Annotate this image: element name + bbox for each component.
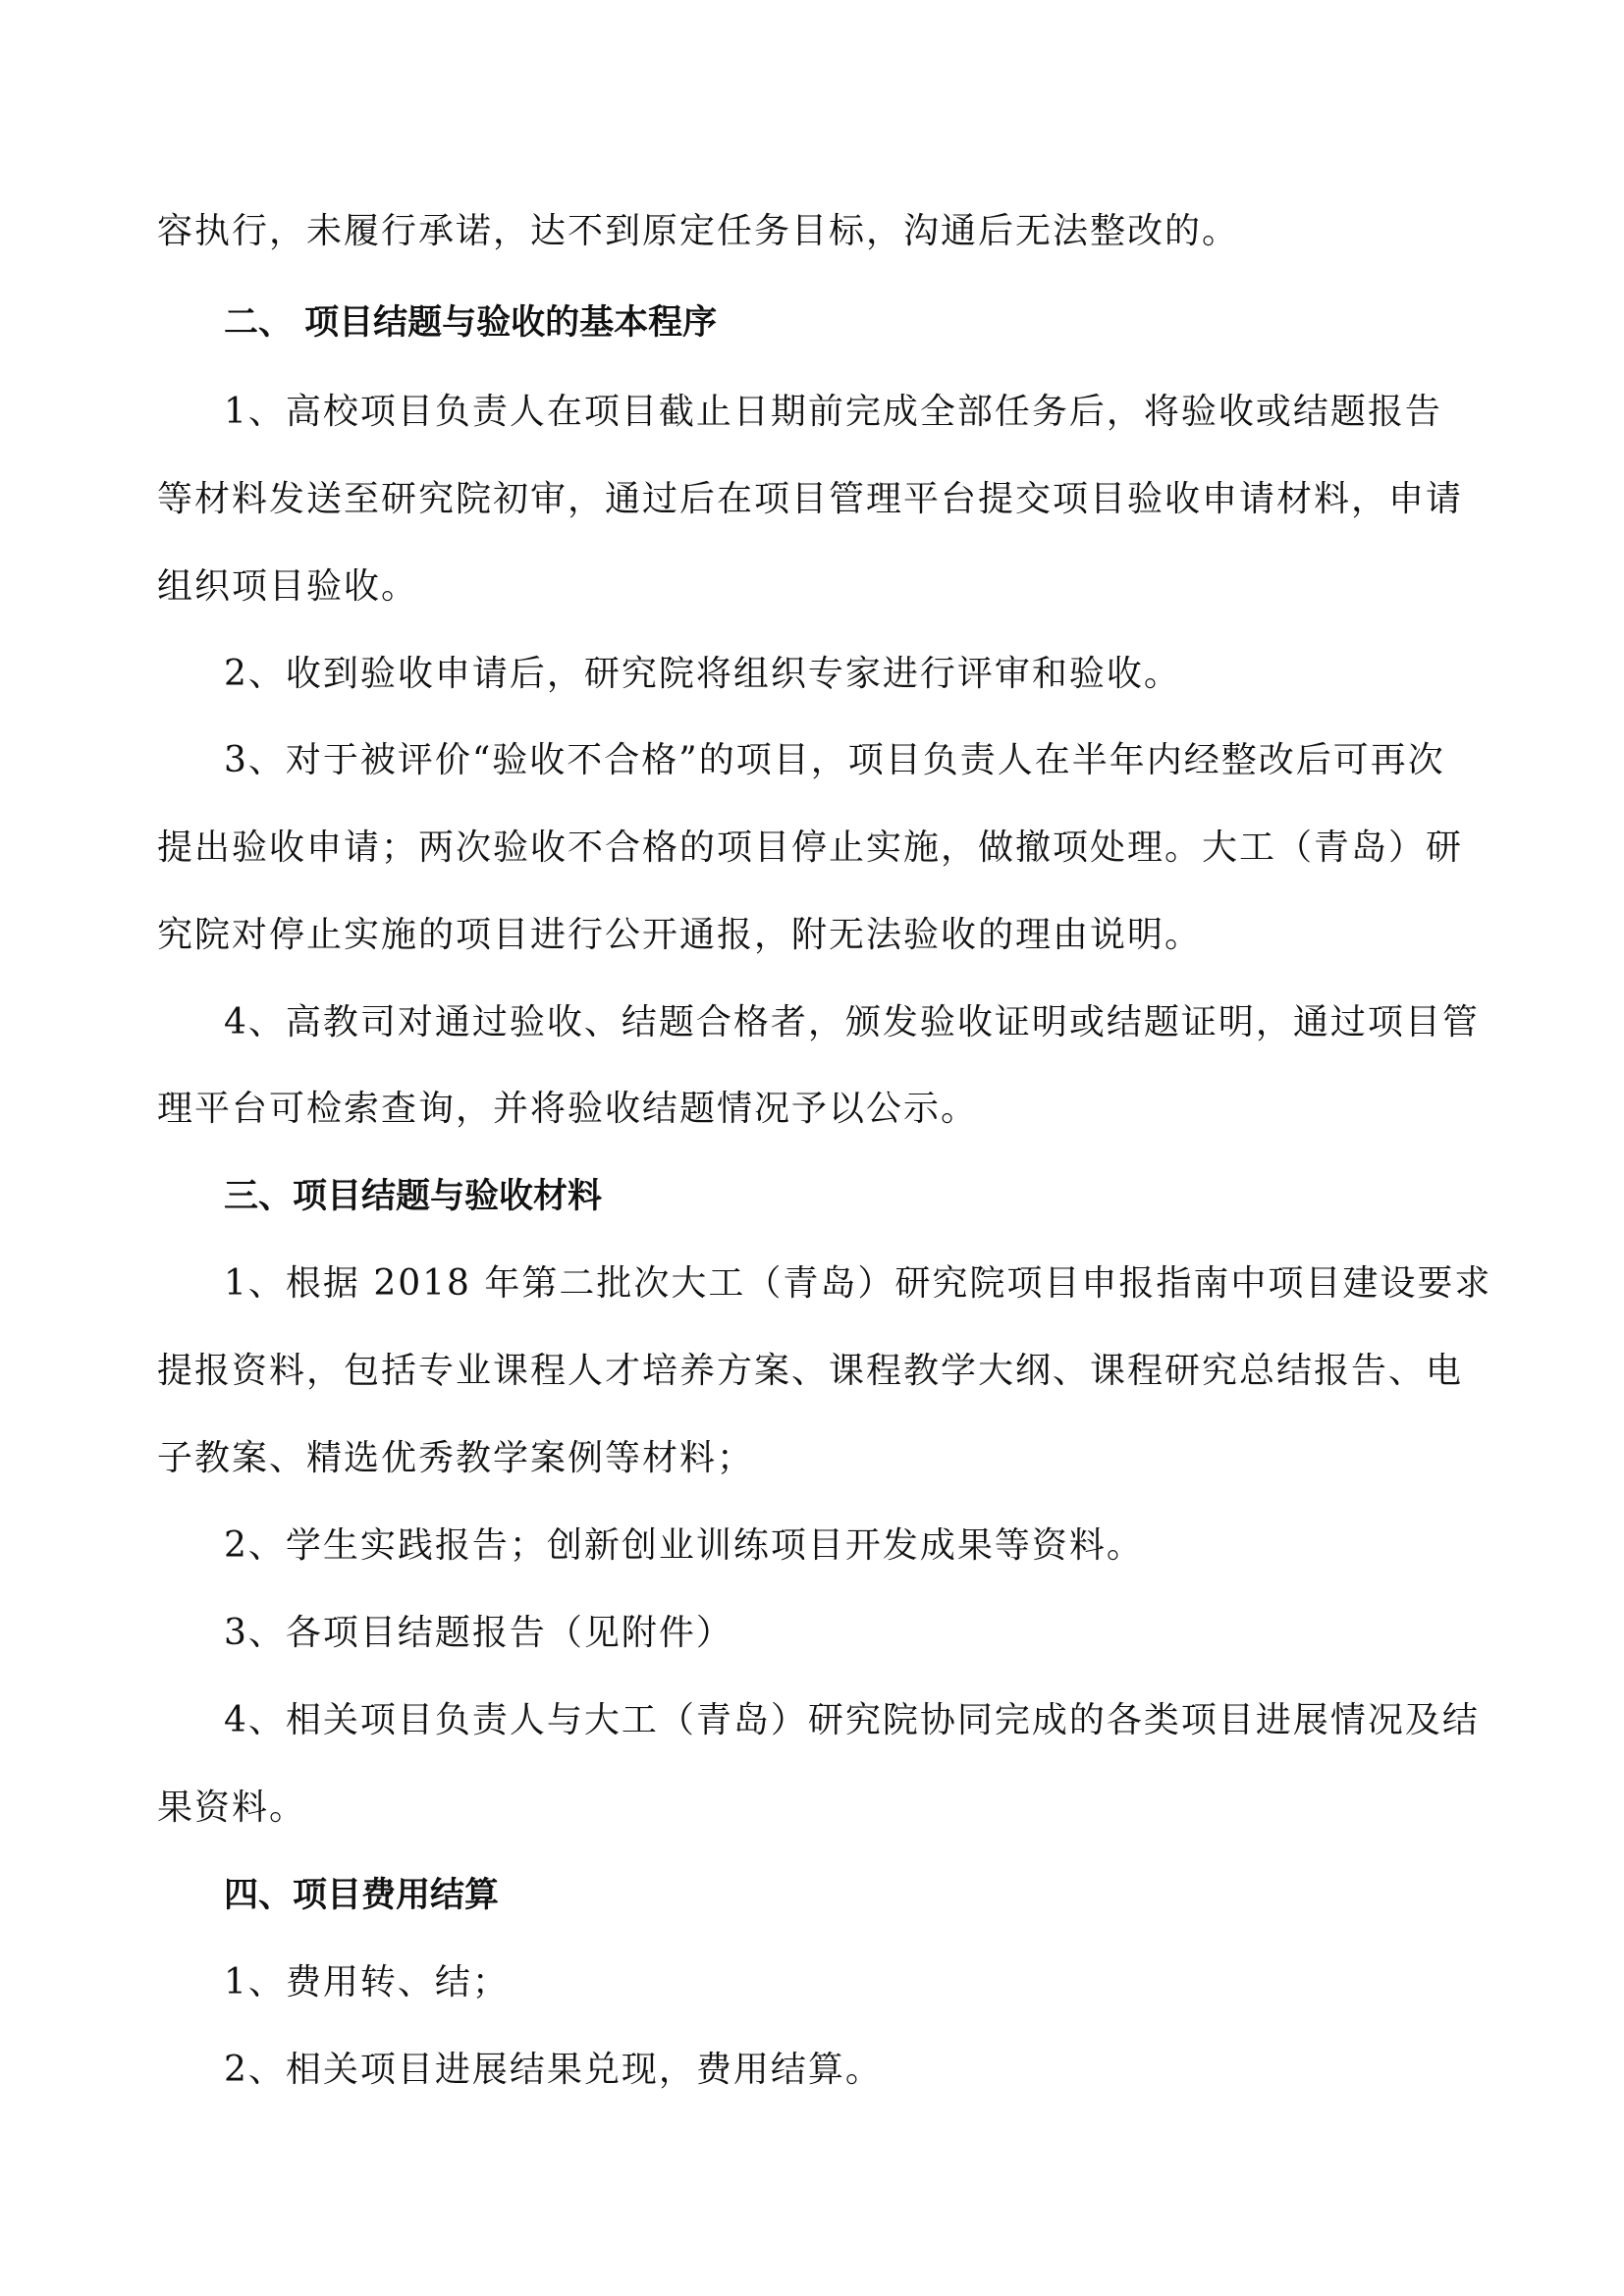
paragraph-line: 究院对停止实施的项目进行公开通报，附无法验收的理由说明。 [157, 915, 1203, 955]
paragraph-line: 3、对于被评价“验收不合格”的项目，项目负责人在半年内经整改后可再次 [224, 740, 1445, 780]
paragraph-line: 容执行，未履行承诺，达不到原定任务目标，沟通后无法整改的。 [157, 211, 1240, 251]
paragraph-line: 组织项目验收。 [157, 566, 419, 607]
paragraph-line: 4、高教司对通过验收、结题合格者，颁发验收证明或结题证明，通过项目管 [224, 1002, 1480, 1042]
paragraph-line: 4、相关项目负责人与大工（青岛）研究院协同完成的各类项目进展情况及结 [224, 1700, 1480, 1740]
paragraph-line: 1、费用转、结； [224, 1962, 510, 2002]
paragraph-line: 果资料。 [157, 1788, 307, 1828]
paragraph-line: 2、收到验收申请后，研究院将组织专家进行评审和验收。 [224, 654, 1181, 694]
paragraph-line: 理平台可检索查询，并将验收结题情况予以公示。 [157, 1089, 979, 1129]
paragraph-line: 1、根据 2018 年第二批次大工（青岛）研究院项目申报指南中项目建设要求 [224, 1263, 1492, 1304]
section-heading: 四、项目费用结算 [224, 1876, 500, 1915]
paragraph-line: 1、高校项目负责人在项目截止日期前完成全部任务后，将验收或结题报告 [224, 392, 1442, 432]
paragraph-line: 3、各项目结题报告（见附件） [224, 1613, 733, 1653]
paragraph-line: 提出验收申请；两次验收不合格的项目停止实施，做撤项处理。大工（青岛）研 [157, 828, 1464, 868]
paragraph-line: 等材料发送至研究院初审，通过后在项目管理平台提交项目验收申请材料，申请 [157, 479, 1464, 519]
paragraph-line: 2、相关项目进展结果兑现，费用结算。 [224, 2050, 883, 2090]
paragraph-line: 2、学生实践报告；创新创业训练项目开发成果等资料。 [224, 1525, 1144, 1566]
section-heading: 二、 项目结题与验收的基本程序 [224, 303, 718, 343]
paragraph-line: 子教案、精选优秀教学案例等材料； [157, 1438, 755, 1478]
paragraph-line: 提报资料，包括专业课程人才培养方案、课程教学大纲、课程研究总结报告、电 [157, 1351, 1464, 1391]
section-heading: 三、项目结题与验收材料 [224, 1177, 603, 1216]
